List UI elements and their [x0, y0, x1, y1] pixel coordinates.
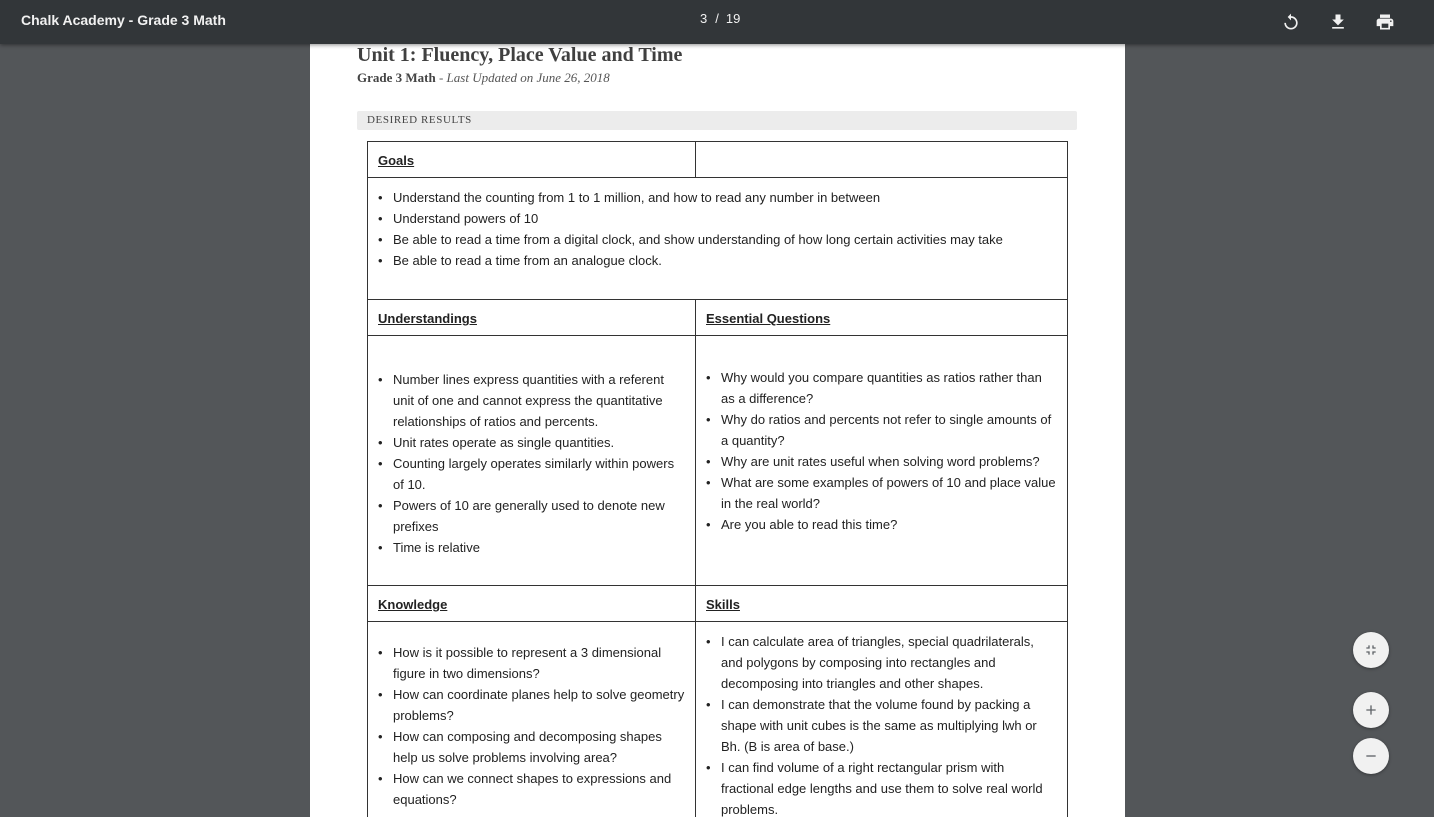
skills-heading: Skills — [706, 597, 740, 612]
understandings-list — [368, 336, 695, 558]
skills-list — [696, 622, 1067, 817]
desired-results-table — [367, 141, 1068, 817]
document-title: Chalk Academy - Grade 3 Math — [21, 12, 226, 28]
understandings-heading: Understandings — [378, 311, 477, 326]
understandings-cell — [368, 336, 696, 586]
list-item: • Understand powers of 10 — [378, 208, 1057, 229]
list-item: • Unit rates operate as single quantities. — [378, 432, 685, 453]
print-icon — [1375, 12, 1395, 32]
pdf-page — [310, 44, 1125, 817]
page-separator: / — [715, 11, 719, 26]
list-item: • Counting largely operates similarly within powers of 10. — [378, 453, 685, 495]
list-item: • I can find volume of a right rectangular prism with fractional edge lengths and use them to solve real world problems. — [706, 757, 1057, 817]
list-item: • How can composing and decomposing shapes help us solve problems involving area? — [378, 726, 685, 768]
total-pages: 19 — [725, 11, 741, 26]
list-item: • How can coordinate planes help to solve geometry problems? — [378, 684, 685, 726]
fit-to-page-button[interactable] — [1353, 632, 1389, 668]
goals-heading: Goals — [378, 153, 415, 168]
rotate-button[interactable] — [1278, 9, 1304, 35]
list-item: • What are some examples of powers of 10 and place value in the real world? — [706, 472, 1057, 514]
essential-questions-heading: Essential Questions — [706, 311, 831, 326]
list-item: • I can demonstrate that the volume found by packing a shape with unit cubes is the same as multiplying lwh or Bh. (B is area of base.) — [706, 694, 1057, 757]
unit-subtitle — [357, 70, 610, 86]
goals-cell — [368, 178, 1068, 300]
empty-header-cell — [696, 142, 1068, 178]
knowledge-cell — [368, 622, 696, 817]
download-button[interactable] — [1325, 9, 1351, 35]
list-item: • Understand the counting from 1 to 1 million, and how to read any number in between — [378, 187, 1057, 208]
last-updated: - Last Updated on June 26, 2018 — [435, 70, 610, 85]
list-item: • I can calculate area of triangles, special quadrilaterals, and polygons by composing into rectangles and decomposing into triangles and other shapes. — [706, 631, 1057, 694]
zoom-out-icon — [1363, 748, 1379, 764]
skills-header-cell — [696, 586, 1068, 622]
understandings-header-cell — [368, 300, 696, 336]
knowledge-header-cell — [368, 586, 696, 622]
zoom-out-button[interactable] — [1353, 738, 1389, 774]
list-item: • Are you able to read this time? — [706, 514, 1057, 535]
unit-title: Unit 1: Fluency, Place Value and Time — [357, 44, 683, 66]
knowledge-heading: Knowledge — [378, 597, 448, 612]
list-item: • Be able to read a time from an analogue clock. — [378, 250, 1057, 271]
zoom-in-button[interactable] — [1353, 692, 1389, 728]
print-button[interactable] — [1372, 9, 1398, 35]
list-item: • How can we connect shapes to expressions and equations? — [378, 768, 685, 810]
list-item: • Powers of 10 are generally used to denote new prefixes — [378, 495, 685, 537]
list-item: • Why would you compare quantities as ratios rather than as a difference? — [706, 367, 1057, 409]
list-item: • Why are unit rates useful when solving word problems? — [706, 451, 1057, 472]
list-item: • Number lines express quantities with a referent unit of one and cannot express the quantitative relationships of ratios and percents. — [378, 369, 685, 432]
rotate-icon — [1281, 12, 1301, 32]
goals-header-cell — [368, 142, 696, 178]
list-item: • Be able to read a time from a digital clock, and show understanding of how long certain activities may take — [378, 229, 1057, 250]
goals-list — [368, 178, 1067, 271]
list-item: • Why do ratios and percents not refer to single amounts of a quantity? — [706, 409, 1057, 451]
current-page-input[interactable]: 3 — [700, 11, 708, 26]
page-indicator — [700, 11, 740, 26]
essential-questions-cell — [696, 336, 1068, 586]
essential-questions-list — [696, 336, 1067, 535]
list-item: • How is it possible to represent a 3 dimensional figure in two dimensions? — [378, 642, 685, 684]
fit-to-page-icon — [1363, 642, 1379, 658]
pdf-toolbar — [0, 0, 1434, 44]
list-item: • Time is relative — [378, 537, 685, 558]
essential-questions-header-cell — [696, 300, 1068, 336]
skills-cell — [696, 622, 1068, 817]
knowledge-list — [368, 622, 695, 810]
download-icon — [1328, 12, 1348, 32]
section-title: DESIRED RESULTS — [367, 114, 472, 126]
grade-label: Grade 3 Math — [357, 70, 436, 85]
zoom-in-icon — [1363, 702, 1379, 718]
section-header — [357, 111, 1077, 130]
